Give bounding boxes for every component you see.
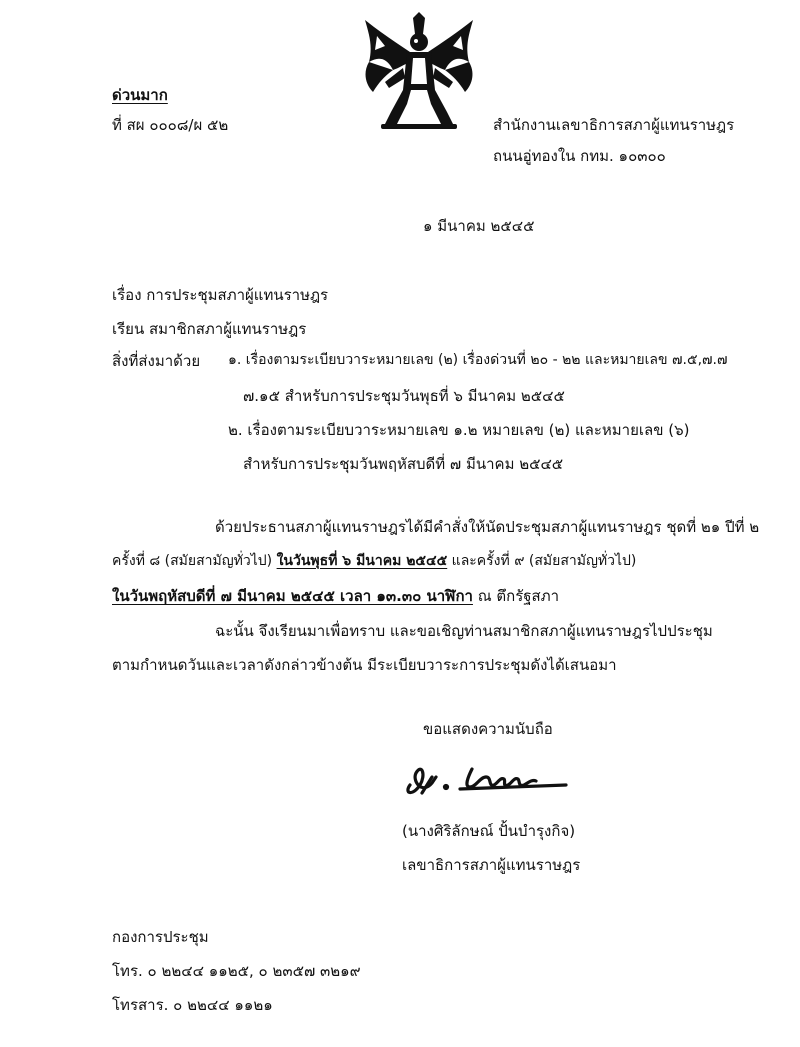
footer-fax: โทรสาร. ๐ ๒๒๔๔ ๑๑๒๑ — [112, 996, 273, 1014]
garuda-emblem-icon — [355, 12, 483, 130]
body-paragraph-2-line-2: ตามกำหนดวันและเวลาดังกล่าวข้างต้น มีระเบียบวาระการประชุมดังได้เสนอมา — [112, 656, 617, 674]
meeting-8-text: ครั้งที่ ๘ (สมัยสามัญทั่วไป) — [112, 553, 277, 569]
signer-title: เลขาธิการสภาผู้แทนราษฎร — [402, 856, 581, 874]
signature-image — [402, 755, 572, 799]
footer-department: กองการประชุม — [112, 928, 209, 946]
letter-date: ๑ มีนาคม ๒๕๔๕ — [423, 217, 535, 235]
body-paragraph-1-line-3 — [112, 587, 559, 606]
reference-number: ที่ สผ ๐๐๐๘/ผ ๕๒ — [112, 116, 229, 134]
sender-office: สำนักงานเลขาธิการสภาผู้แทนราษฎร — [493, 116, 735, 134]
meeting-9-text: และครั้งที่ ๙ (สมัยสามัญทั่วไป) — [447, 553, 637, 569]
meeting-venue: ณ ตึกรัฐสภา — [472, 587, 560, 605]
body-paragraph-1-line-1: ด้วยประธานสภาผู้แทนราษฎรได้มีคำสั่งให้นัดประชุมสภาผู้แทนราษฎร ชุดที่ ๒๑ ปีที่ ๒ — [215, 518, 760, 536]
meeting-9-date-time: ในวันพฤหัสบดีที่ ๗ มีนาคม ๒๕๔๕ เวลา ๑๓.๓๐ นาฬิกา — [112, 587, 473, 605]
body-paragraph-2-line-1: ฉะนั้น จึงเรียนมาเพื่อทราบ และขอเชิญท่านสมาชิกสภาผู้แทนราษฎรไปประชุม — [215, 622, 713, 640]
signer-name: (นางศิริลักษณ์ ปั้นบำรุงกิจ) — [402, 822, 576, 840]
body-paragraph-1-line-2 — [112, 553, 636, 571]
enclosures-label: สิ่งที่ส่งมาด้วย — [112, 352, 201, 370]
footer-phone: โทร. ๐ ๒๒๔๔ ๑๑๒๕, ๐ ๒๓๕๗ ๓๒๑๙ — [112, 962, 361, 980]
sender-address: ถนนอู่ทองใน กทม. ๑๐๓๐๐ — [493, 147, 666, 165]
enclosure-item-2-line-2: สำหรับการประชุมวันพฤหัสบดีที่ ๗ มีนาคม ๒๕๔๕ — [243, 455, 564, 473]
enclosure-item-2-line-1: ๒. เรื่องตามระเบียบวาระหมายเลข ๑.๒ หมายเลข (๒) และหมายเลข (๖) — [228, 421, 690, 439]
enclosure-item-1-line-2: ๗.๑๕ สำหรับการประชุมวันพุธที่ ๖ มีนาคม ๒๕๔๕ — [243, 387, 565, 405]
meeting-8-date: ในวันพุธที่ ๖ มีนาคม ๒๕๔๕ — [276, 553, 448, 569]
enclosure-item-1-line-1: ๑. เรื่องตามระเบียบวาระหมายเลข (๒) เรื่องด่วนที่ ๒๐ - ๒๒ และหมายเลข ๗.๕,๗.๗ — [228, 352, 728, 368]
recipient-line: เรียน สมาชิกสภาผู้แทนราษฎร — [112, 320, 307, 338]
closing-phrase: ขอแสดงความนับถือ — [423, 720, 553, 738]
urgency-label: ด่วนมาก — [112, 86, 168, 104]
subject-line: เรื่อง การประชุมสภาผู้แทนราษฎร — [112, 286, 329, 304]
